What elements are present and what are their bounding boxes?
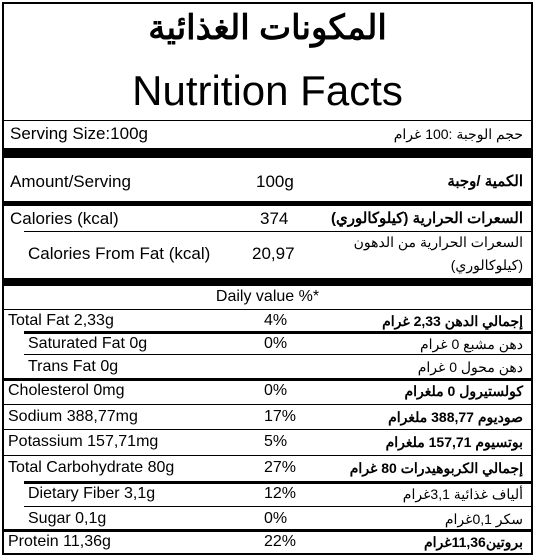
row-divider bbox=[4, 455, 531, 456]
nutrient-daily-value: 0% bbox=[264, 510, 288, 527]
calories-from-fat-label: Calories From Fat (kcal) bbox=[28, 244, 211, 263]
nutrient-label: Saturated Fat 0g bbox=[28, 335, 148, 352]
nutrient-daily-value: 0% bbox=[264, 335, 288, 352]
nutrient-label-ar: ألياف غذائية 3,1غرام bbox=[402, 486, 523, 502]
row-divider bbox=[24, 506, 531, 507]
thick-divider bbox=[4, 278, 531, 286]
nutrient-label: Potassium 157,71mg bbox=[8, 433, 159, 450]
calories-from-fat-ar-line2: (كيلوكالوري) bbox=[450, 257, 523, 273]
nutrient-daily-value: 5% bbox=[264, 433, 288, 450]
nutrient-daily-value: 4% bbox=[264, 312, 288, 329]
nutrient-label-ar: كولستيرول 0 ملغرام bbox=[404, 383, 523, 399]
nutrient-daily-value: 17% bbox=[264, 408, 297, 425]
amount-serving-value: 100g bbox=[256, 172, 294, 191]
divider bbox=[4, 201, 531, 206]
row-divider bbox=[4, 529, 531, 532]
nutrient-label-ar: صوديوم 388,77 ملغرام bbox=[388, 409, 523, 425]
amount-serving-ar: الكمية /وجبة bbox=[447, 173, 523, 190]
calories-from-fat-value: 20,97 bbox=[252, 244, 295, 263]
nutrient-label: Total Fat 2,33g bbox=[8, 312, 114, 329]
nutrient-label-ar: دهن مشبع 0 غرام bbox=[419, 336, 523, 352]
serving-size-en: Serving Size:100g bbox=[10, 124, 148, 143]
row-divider bbox=[4, 378, 531, 381]
calories-value: 374 bbox=[260, 209, 289, 228]
nutrient-label-ar: بروتين11,36غرام bbox=[423, 534, 523, 550]
divider bbox=[24, 231, 531, 232]
nutrient-label-ar: دهن محول 0 غرام bbox=[417, 359, 523, 375]
row-divider bbox=[24, 481, 531, 484]
nutrient-label-ar: بوتسيوم 157,71 ملغرام bbox=[385, 434, 523, 450]
row-divider bbox=[4, 429, 531, 430]
nutrient-label-ar: سكر 0,1غرام bbox=[444, 511, 523, 527]
divider bbox=[4, 309, 531, 310]
daily-value-header: Daily value %* bbox=[215, 288, 320, 305]
divider bbox=[4, 120, 531, 121]
nutrient-label-ar: إجمالي الدهن 2,33 غرام bbox=[382, 313, 523, 329]
nutrient-daily-value: 12% bbox=[264, 485, 297, 502]
nutrient-daily-value: 22% bbox=[264, 533, 297, 550]
nutrient-label: Dietary Fiber 3,1g bbox=[28, 485, 156, 502]
nutrient-label: Cholesterol 0mg bbox=[8, 382, 125, 399]
serving-size-ar: حجم الوجبة :100 غرام bbox=[393, 126, 523, 142]
calories-label: Calories (kcal) bbox=[10, 209, 119, 228]
nutrient-label: Total Carbohydrate 80g bbox=[8, 459, 175, 476]
nutrition-label bbox=[2, 2, 533, 555]
calories-ar: السعرات الحرارية (كيلوكالوري) bbox=[331, 210, 523, 227]
nutrient-label: Trans Fat 0g bbox=[28, 358, 119, 375]
nutrient-label-ar: إجمالي الكربوهيدرات 80 غرام bbox=[349, 460, 523, 476]
nutrient-label: Protein 11,36g bbox=[8, 533, 111, 550]
row-divider bbox=[24, 331, 531, 334]
nutrient-daily-value: 0% bbox=[264, 382, 288, 399]
row-divider bbox=[4, 404, 531, 405]
nutrient-daily-value: 27% bbox=[264, 459, 297, 476]
row-divider bbox=[24, 354, 531, 355]
calories-from-fat-ar-line1: السعرات الحرارية من الدهون bbox=[353, 234, 523, 250]
thick-divider bbox=[4, 148, 531, 158]
nutrient-label: Sodium 388,77mg bbox=[8, 408, 138, 425]
title-english: Nutrition Facts bbox=[132, 67, 403, 114]
title-arabic: المكونات الغذائية bbox=[148, 9, 387, 47]
amount-serving-label: Amount/Serving bbox=[10, 172, 131, 191]
nutrient-label: Sugar 0,1g bbox=[28, 510, 107, 527]
